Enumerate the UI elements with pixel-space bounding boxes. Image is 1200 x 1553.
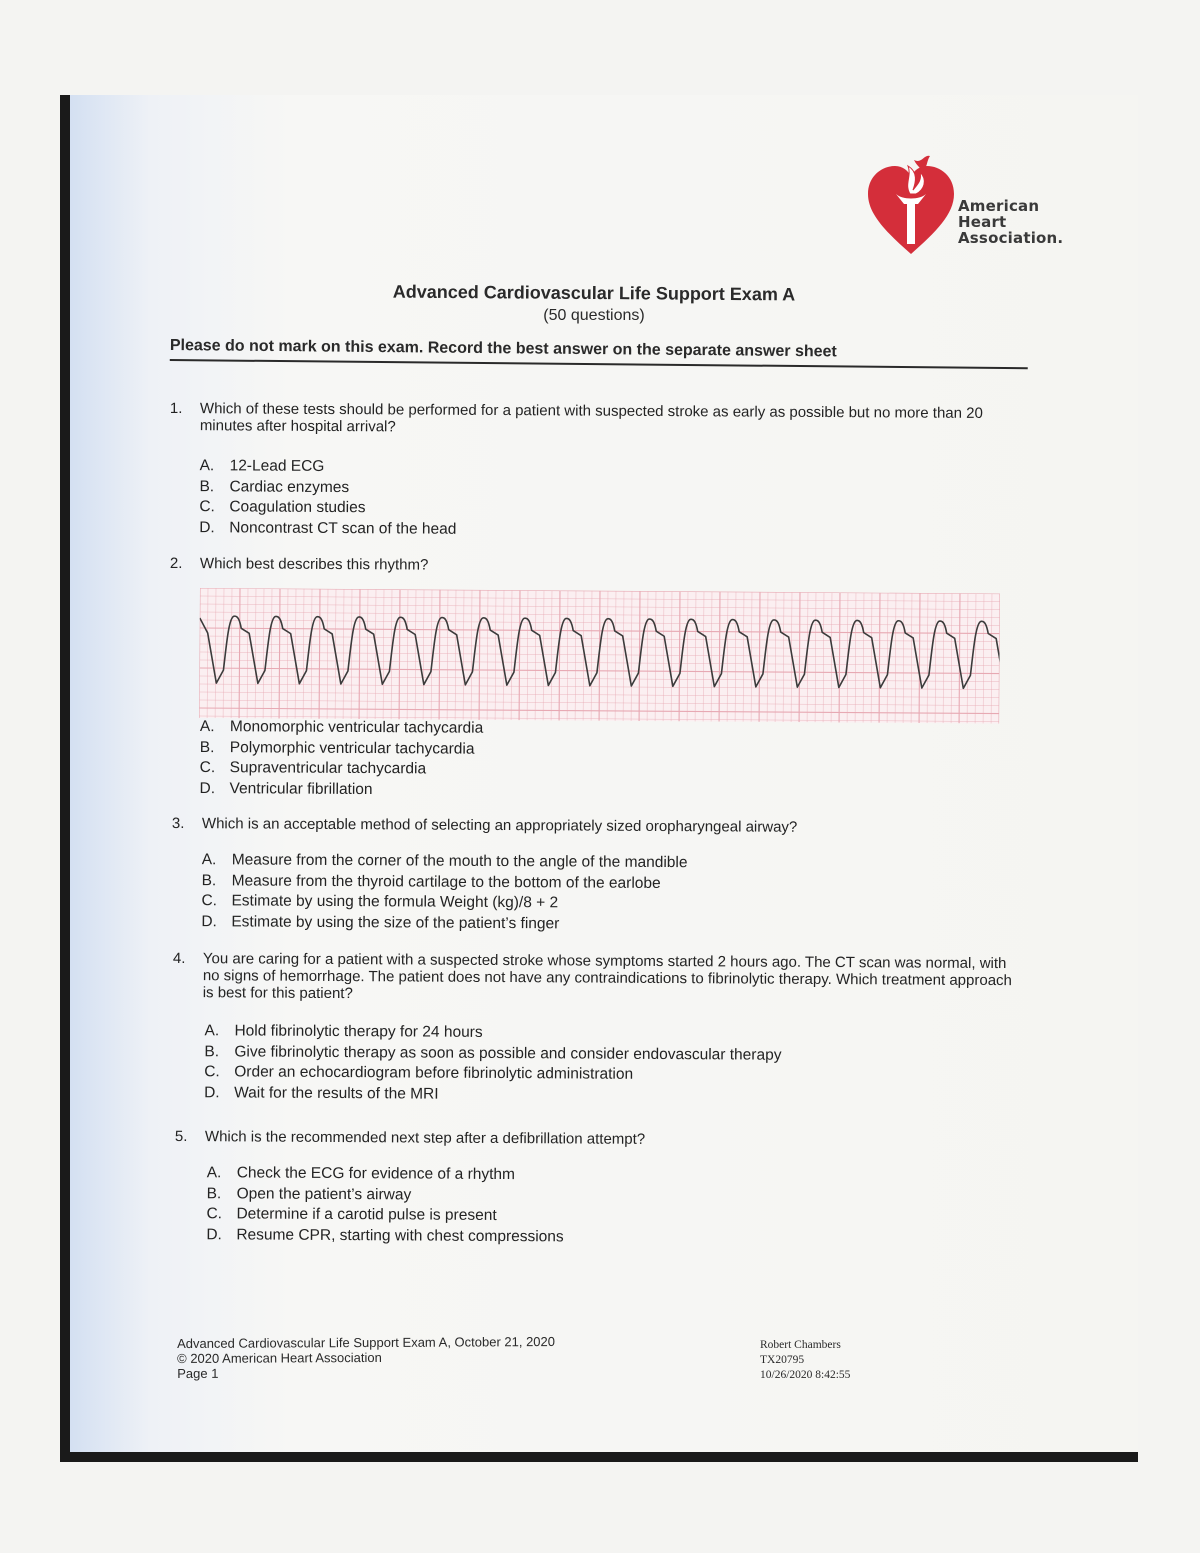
aha-logo	[866, 154, 1066, 264]
footer-exam-line: Advanced Cardiovascular Life Support Exam A, October 21, 2020	[177, 1334, 556, 1351]
question-number: 1.	[169, 400, 183, 418]
option-text: Measure from the corner of the mouth to the angle of the mandible	[231, 851, 688, 872]
option-text: Cardiac enzymes	[229, 477, 350, 496]
scanner-edge-bottom	[60, 1452, 1138, 1462]
logo-line-association: Association.	[958, 229, 1064, 247]
question-number: 2.	[169, 555, 183, 573]
question-number: 3.	[171, 815, 185, 833]
question-3	[171, 815, 1022, 938]
footer-timestamp: 10/26/2020 8:42:55	[760, 1369, 851, 1381]
option-letter: A.	[199, 457, 215, 475]
exam-instruction: Please do not mark on this exam. Record the best answer on the separate answer sheet	[170, 337, 1028, 369]
option-letter: D.	[201, 912, 217, 930]
ecg-rhythm-strip	[199, 588, 1000, 724]
exam-subtitle: (50 questions)	[543, 307, 645, 324]
option-letter: B.	[204, 1042, 220, 1060]
option-text: Noncontrast CT scan of the head	[229, 518, 457, 538]
heart-torch-icon	[866, 154, 956, 259]
option-letter: B.	[201, 871, 217, 889]
question-number: 4.	[172, 950, 186, 968]
option-letter: D.	[204, 1083, 220, 1101]
option-text: Resume CPR, starting with chest compressions	[236, 1225, 564, 1245]
question-5	[174, 1128, 1025, 1251]
option-letter: C.	[201, 892, 218, 910]
question-1	[169, 400, 1020, 544]
option-text: 12-Lead ECG	[229, 457, 325, 475]
option-list	[199, 457, 1019, 544]
option-letter: D.	[206, 1225, 222, 1243]
logo-line-heart: Heart	[958, 213, 1007, 231]
option-text: Coagulation studies	[229, 498, 366, 517]
option-text: Measure from the thyroid cartilage to the bottom of the earlobe	[231, 871, 661, 892]
option-text: Supraventricular tachycardia	[229, 759, 427, 778]
option-letter: C.	[204, 1063, 220, 1081]
option-text: Estimate by using the formula Weight (kg)/8 + 2	[231, 892, 559, 912]
option-text: Polymorphic ventricular tachycardia	[229, 738, 475, 758]
question-text: Which of these tests should be performed for a patient with suspected stroke as early as possible but no more than 20 minutes after hospital arrival?	[199, 400, 983, 436]
option-letter: A.	[201, 851, 217, 869]
page-footer-left	[177, 1334, 555, 1381]
option-text: Check the ECG for evidence of a rhythm	[236, 1164, 516, 1184]
option-letter: D.	[199, 518, 215, 536]
footer-copyright: © 2020 American Heart Association	[177, 1349, 382, 1366]
option-letter: A.	[204, 1022, 220, 1040]
option-letter: C.	[199, 758, 216, 777]
option-text: Ventricular fibrillation	[229, 779, 373, 798]
page-footer-right	[760, 1338, 850, 1383]
question-number: 5.	[174, 1128, 188, 1146]
option-text: Hold fibrinolytic therapy for 24 hours	[234, 1022, 483, 1041]
option-letter: C.	[206, 1205, 223, 1223]
question-text: Which best describes this rhythm?	[199, 555, 429, 574]
option-text: Wait for the results of the MRI	[234, 1083, 439, 1103]
footer-candidate-name: Robert Chambers	[760, 1339, 841, 1351]
logo-line-american: American	[958, 197, 1040, 215]
option-text: Monomorphic ventricular tachycardia	[229, 718, 484, 737]
option-text: Give fibrinolytic therapy as soon as possible and consider endovascular therapy	[234, 1042, 782, 1064]
question-2-options	[199, 718, 1049, 805]
question-4	[172, 950, 1023, 1109]
footer-candidate-id: TX20795	[760, 1354, 805, 1366]
option-text: Order an echocardiogram before fibrinolytic administration	[234, 1063, 634, 1083]
question-text: Which is an acceptable method of selecting an appropriately sized oropharyngeal airway?	[201, 815, 798, 836]
option-letter: A.	[206, 1164, 222, 1182]
option-letter: D.	[199, 779, 216, 797]
option-letter: B.	[199, 738, 215, 756]
option-list	[199, 718, 1049, 805]
option-letter: B.	[206, 1184, 222, 1202]
option-letter: C.	[199, 498, 215, 516]
option-letter: A.	[199, 718, 215, 736]
option-text: Determine if a carotid pulse is present	[236, 1205, 497, 1224]
question-text: Which is the recommended next step after a defibrillation attempt?	[204, 1128, 646, 1148]
option-text: Estimate by using the size of the patient’s finger	[231, 912, 560, 932]
option-list	[206, 1164, 1024, 1251]
option-letter: B.	[199, 477, 215, 495]
option-list	[201, 851, 1021, 938]
question-text: You are caring for a patient with a suspected stroke whose symptoms started 2 hours ago. The CT scan was normal, with no signs of hemorrhage. The patient does not have any contraindications to fibrinolytic therapy. Which treatment approach is best for this patient?	[202, 950, 1012, 1003]
option-text: Open the patient’s airway	[236, 1184, 412, 1203]
footer-page-number: Page 1	[177, 1365, 219, 1381]
option-list	[204, 1022, 1022, 1109]
exam-title: Advanced Cardiovascular Life Support Exam A	[392, 281, 796, 305]
aha-logo-text	[958, 198, 1063, 246]
